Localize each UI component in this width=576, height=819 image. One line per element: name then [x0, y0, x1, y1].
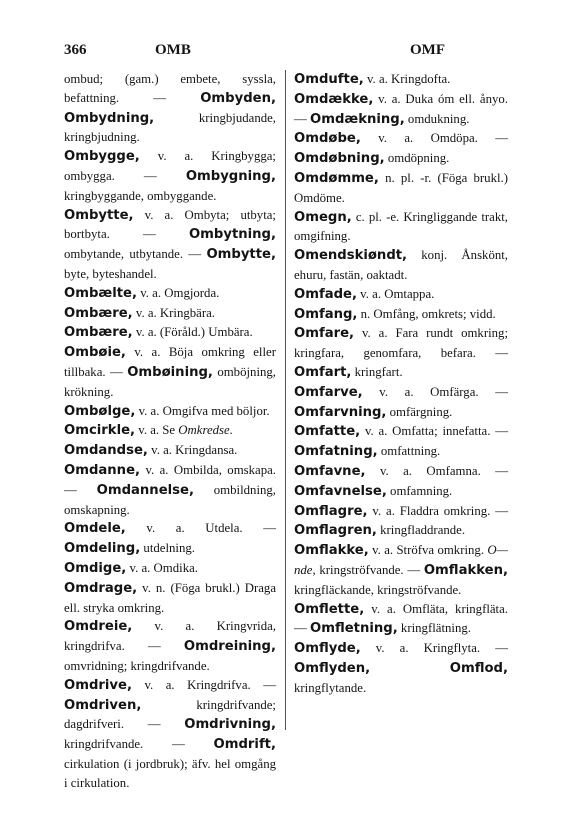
definition-text: v. a. Fladdra omkring. —: [367, 503, 508, 518]
headword: Omflyden, Omflod,: [294, 660, 508, 676]
definition-text: kringfläckande, kringströfvande.: [294, 582, 462, 597]
headword: Omdele,: [64, 521, 126, 537]
headword: Omcirkle,: [64, 423, 136, 439]
headword: Omendskiøndt,: [294, 248, 408, 264]
headword: Omdeling,: [64, 541, 141, 557]
headword: Omfart,: [294, 364, 352, 380]
headword: Omflette,: [294, 601, 365, 617]
definition-text: kringdrifvande. —: [64, 737, 214, 752]
headword: Ombære,: [64, 325, 133, 341]
page-number: 366: [64, 42, 87, 58]
definition-text: omfärgning.: [386, 404, 453, 419]
headword: Omfang,: [294, 306, 358, 322]
headword: Omegn,: [294, 209, 352, 225]
headword: Omfatte,: [294, 424, 361, 440]
dictionary-entry: [294, 208, 508, 247]
definition-text: v. a. Ströfva omkring.: [368, 543, 488, 558]
column-divider: [285, 70, 286, 730]
definition-text: v. n. (Föga brukl.) Draga ell. stryka omkring.: [64, 580, 276, 615]
headword: Ombytte,: [64, 207, 134, 223]
definition-text: v. a. Böja omkring eller tillbaka. —: [64, 345, 276, 379]
definition-text: ombud; (gam.) embete, syssla, befattning. —: [64, 72, 276, 105]
page-header: [0, 42, 576, 62]
definition-text: v. a. Duka óm ell. ånyo. —: [294, 91, 508, 126]
definition-text: v. a. Kringvrida, kringdrifva. —: [64, 619, 276, 654]
definition-text: byte, byteshandel.: [64, 266, 157, 281]
dictionary-entry: [64, 421, 276, 441]
definition-text: v. a. Omdika.: [126, 560, 198, 575]
italic-reference: O—nde,: [294, 543, 508, 577]
headword: Ombælte,: [64, 285, 137, 301]
definition-text: v. a. Ombyta; utbyta; bortbyta. —: [64, 207, 276, 242]
definition-text: v. a. Omfamna. —: [365, 463, 508, 478]
headword: Omdrift,: [213, 737, 276, 753]
dictionary-entry: [64, 304, 276, 324]
definition-text: omfattning.: [377, 444, 441, 459]
definition-text: v. a. Se: [135, 423, 179, 438]
headword: Omfavne,: [294, 463, 366, 479]
dictionary-entry: [64, 519, 276, 559]
headword: Omflagre,: [294, 503, 368, 519]
definition-text: kringbyggande, ombyggande.: [64, 188, 217, 203]
definition-text: kringbjudande, kringbjudning.: [64, 110, 276, 145]
headword: Omdufte,: [294, 72, 364, 87]
definition-text: cirkulation (i jordbruk); äfv. hel omgång i cirkulation.: [64, 756, 276, 790]
headword: Ombytte,: [206, 247, 276, 263]
dictionary-entry: [294, 305, 508, 325]
headword: Omdrive,: [64, 677, 132, 693]
headword: Omfarvning,: [294, 404, 387, 420]
definition-text: v. a. Kringbära.: [132, 305, 215, 320]
definition-text: v. a. Utdela. —: [125, 521, 276, 536]
headword: Omdriven,: [64, 697, 142, 713]
dictionary-entry: [294, 462, 508, 502]
headword: Omdækning,: [310, 111, 405, 127]
headword: Omdannelse,: [96, 482, 194, 498]
definition-text: v. a. Omfatta; innefatta. —: [360, 424, 508, 439]
dictionary-entry: [294, 129, 508, 169]
dictionary-entry: [64, 559, 276, 579]
headword: Omdømme,: [294, 170, 379, 186]
headword: Ombære,: [64, 305, 133, 321]
right-guide-word: OMF: [410, 42, 445, 58]
dictionary-entry: [64, 461, 276, 519]
definition-text: n. Omfång, omkrets; vidd.: [357, 306, 496, 321]
headword: Ombytning,: [188, 227, 276, 243]
definition-text: utdelning.: [140, 541, 195, 556]
definition-text: v. a. Omfläta, kringfläta. —: [294, 601, 508, 636]
definition-text: v. a. Kringdansa.: [147, 443, 238, 458]
headword: Omdandse,: [64, 443, 148, 459]
definition-text: v. a. Kringbygga; ombygga. —: [64, 149, 276, 183]
definition-text: v. a. Omgjorda.: [137, 285, 220, 300]
definition-text: ombildning, omskapning.: [64, 482, 276, 517]
left-guide-word: OMB: [155, 42, 191, 58]
dictionary-entry: [294, 502, 508, 542]
headword: Omflakken,: [423, 562, 508, 578]
dictionary-entry: [64, 323, 276, 343]
dictionary-entry: [64, 441, 276, 461]
dictionary-entry: [294, 600, 508, 640]
definition-text: v. a. Kringflyta. —: [360, 641, 508, 656]
definition-text: omvridning; kringdrifvande.: [64, 658, 210, 673]
headword: Omdække,: [294, 91, 374, 107]
headword: Ombygning,: [185, 168, 276, 184]
headword: Omdreining,: [183, 639, 276, 655]
headword: Omdige,: [64, 560, 127, 576]
headword: Ombyden, Ombydning,: [64, 90, 276, 126]
definition-text: v. a. Omgifva med böljor.: [135, 403, 270, 418]
dictionary-entry: [294, 285, 508, 305]
dictionary-entry: [294, 383, 508, 423]
dictionary-entry: [294, 639, 508, 697]
headword: Omflyde,: [294, 641, 361, 657]
definition-text: kringflätning.: [397, 621, 471, 636]
definition-text: v. a. Fara rundt omkring; kringfara, genomfara, befara. —: [294, 326, 508, 361]
definition-text: kringfart.: [351, 364, 403, 379]
headword: Ombølge,: [64, 403, 136, 419]
definition-text: omdöpning.: [384, 151, 450, 166]
dictionary-entry: [294, 70, 508, 90]
definition-text: n. pl. -r. (Föga brukl.) Omdöme.: [294, 170, 508, 205]
definition-text: omböjning, krökning.: [64, 364, 276, 399]
dictionary-entry: [294, 324, 508, 382]
headword: Omdanne,: [64, 462, 141, 478]
definition-text: kringdrifvande; dagdrifveri. —: [64, 697, 276, 732]
headword: Ombygge,: [64, 149, 140, 165]
headword: Omfavnelse,: [294, 483, 387, 499]
headword: Omfletning,: [310, 621, 398, 637]
dictionary-entry: [294, 246, 508, 285]
definition-text: kringfladdrande.: [376, 523, 466, 538]
headword: Omdreie,: [64, 619, 133, 635]
dictionary-entry: [64, 579, 276, 618]
definition-text: omfamning.: [386, 483, 453, 498]
headword: Ombøie,: [64, 345, 126, 361]
headword: Omdrivning,: [184, 717, 276, 733]
definition-text: v. a. Ombilda, omskapa. —: [64, 462, 276, 497]
dictionary-entry: [294, 90, 508, 130]
definition-text: omdukning.: [404, 111, 470, 126]
dictionary-entry: [294, 541, 508, 599]
headword: Omdøbe,: [294, 131, 361, 147]
dictionary-entry: [64, 206, 276, 284]
definition-text: v. a. (Föråld.) Umbära.: [132, 325, 253, 340]
dictionary-entry: [64, 402, 276, 422]
headword: Omdrage,: [64, 580, 138, 596]
headword: Omfatning,: [294, 444, 378, 460]
right-column: [294, 70, 508, 698]
dictionary-entry: [294, 422, 508, 462]
definition-text: v. a. Omfärga. —: [362, 384, 508, 399]
dictionary-entry: [64, 147, 276, 205]
definition-text: c. pl. -e. Kringliggande trakt, omgifning.: [294, 209, 508, 244]
definition-text: ombytande, utbytande. —: [64, 247, 207, 262]
headword: Omdøbning,: [294, 151, 385, 167]
headword: Omfade,: [294, 286, 357, 302]
dictionary-entry: [294, 169, 508, 208]
definition-text: kringflytande.: [294, 680, 367, 695]
definition-text: konj. Ånskönt, ehuru, fastän, oaktadt.: [294, 248, 508, 282]
italic-reference: Omkredse.: [178, 423, 233, 438]
headword: Omflagren,: [294, 523, 377, 539]
left-column: [64, 70, 276, 792]
definition-text: v. a. Kringdofta.: [363, 72, 451, 86]
headword: Ombøining,: [127, 364, 213, 380]
headword: Omfare,: [294, 326, 355, 342]
dictionary-entry: [64, 617, 276, 675]
definition-text: v. a. Kringdrifva. —: [131, 677, 276, 692]
definition-text: v. a. Omdöpa. —: [360, 131, 508, 146]
dictionary-entry: [64, 343, 276, 401]
definition-text: kringströfvande. —: [315, 562, 424, 577]
dictionary-entry: [64, 284, 276, 304]
headword: Omflakke,: [294, 543, 369, 559]
dictionary-entry: [64, 70, 276, 147]
definition-text: v. a. Omtappa.: [356, 286, 435, 301]
dictionary-entry: [64, 676, 276, 793]
headword: Omfarve,: [294, 384, 363, 400]
